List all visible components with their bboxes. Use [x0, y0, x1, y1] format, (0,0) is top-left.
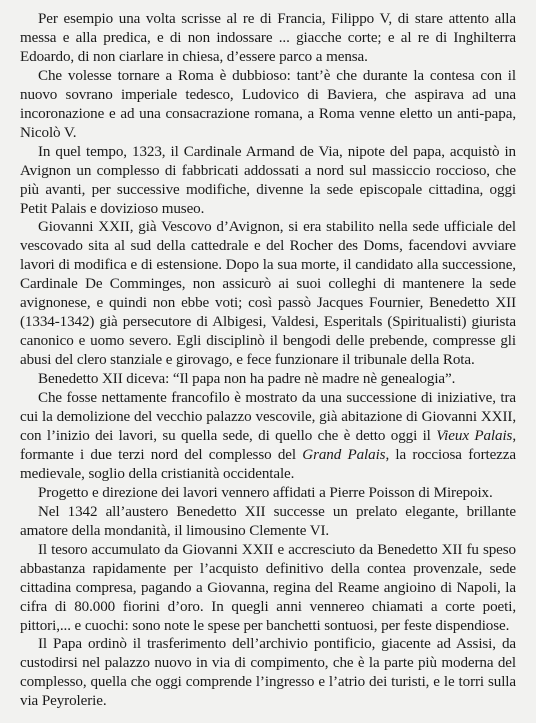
vieux-palais-term: Vieux Palais: [436, 427, 513, 444]
paragraph-3: In quel tempo, 1323, il Cardinale Armand de Via, nipote del papa, acquistò in Avignon un complesso di fabbricati addossati a nord sul massiccio roccioso, che più avanti, per successive modifiche, divenne la sede episcopale cittadina, oggi Petit Palais e dovizioso museo.: [20, 143, 516, 217]
paragraph-7: Progetto e direzione dei lavori vennero affidati a Pierre Poisson di Mirepoix.: [38, 484, 493, 501]
paragraph-9: Il tesoro accumulato da Giovanni XXII e accresciuto da Benedetto XII fu speso abbastanza rapidamente per l’acquisto definitivo della contea provenzale, sede cittadina compresa, pagando a Giovanna, regina del Reame angioino di Napoli, la cifra di 80.000 fiorini d’oro. In quegli anni vennereo chiamati a corte poeti, pittori,... e cuochi: sono note le spese per banchetti sontuosi, per feste dispendiose.: [20, 541, 516, 634]
paragraph-5: Benedetto XII diceva: “Il papa non ha padre nè madre nè genealogia”.: [38, 371, 456, 388]
paragraph-4: Giovanni XXII, già Vescovo d’Avignon, si era stabilito nella sede ufficiale del vescovado sita al sud della cattedrale e del Rocher des Doms, facendovi avviare lavori di modifica e di estensione. Dopo la sua morte, il candidato alla successione, Cardinale De Comminges, non assicurò ai suoi colleghi di mantenere la sede avignonese, e quindi non ebbe voti; così passò Jacques Fournier, Benedetto XII (1334-1342) già persecutore di Albigesi, Valdesi, Esperitals (Spiritualisti) giurista canonico e uomo severo. Egli disciplinò il bengodi delle prebende, compresse gli abusi del clero stanziale e girovago, e fece funzionare il tribunale della Rota.: [20, 219, 516, 369]
paragraph-6-text-a: Che fosse nettamente francofilo è mostrato da una successione di iniziative, tra cui la demolizione del vecchio palazzo vescovile, già abitazione di Giovanni XXII, con l’inizio dei lavori, su quella sede, di quello che è detto oggi il: [20, 390, 516, 444]
paragraph-6: [20, 389, 516, 484]
paragraph-1: Per esempio una volta scrisse al re di Francia, Filippo V, di stare attento alla messa e alla predica, e di non indossare ... giacche corte; e al re di Inghilterra Edoardo, di non ciarlare in chiesa, d’essere parco a mensa.: [20, 11, 516, 65]
grand-palais-term: Grand Palais: [302, 446, 386, 463]
paragraph-6-text-b: , formante i due terzi nord del complesso del: [20, 427, 516, 463]
paragraph-10: Il Papa ordinò il trasferimento dell’archivio pontificio, giacente ad Assisi, da custodirsi nel palazzo nuovo in via di compimento, che è la parte più moderna del complesso, quella che oggi comprende l’ingresso e l’atrio dei turisti, e le torri sulla via Peyrolerie.: [20, 636, 516, 710]
paragraph-6-text-c: , la rocciosa fortezza medievale, soglio della cristianità occidentale.: [20, 446, 516, 482]
paragraph-8: Nel 1342 all’austero Benedetto XII successe un prelato elegante, brillante amatore della mondanità, il limousino Clemente VI.: [20, 503, 516, 539]
paragraph-2: Che volesse tornare a Roma è dubbioso: tant’è che durante la contesa con il nuovo sovrano imperiale tedesco, Ludovico di Baviera, che aspirava ad una incoronazione e ad una consacrazione romana, a Roma venne eletto un anti-papa, Nicolò V.: [20, 67, 516, 141]
body-text: [20, 10, 516, 711]
